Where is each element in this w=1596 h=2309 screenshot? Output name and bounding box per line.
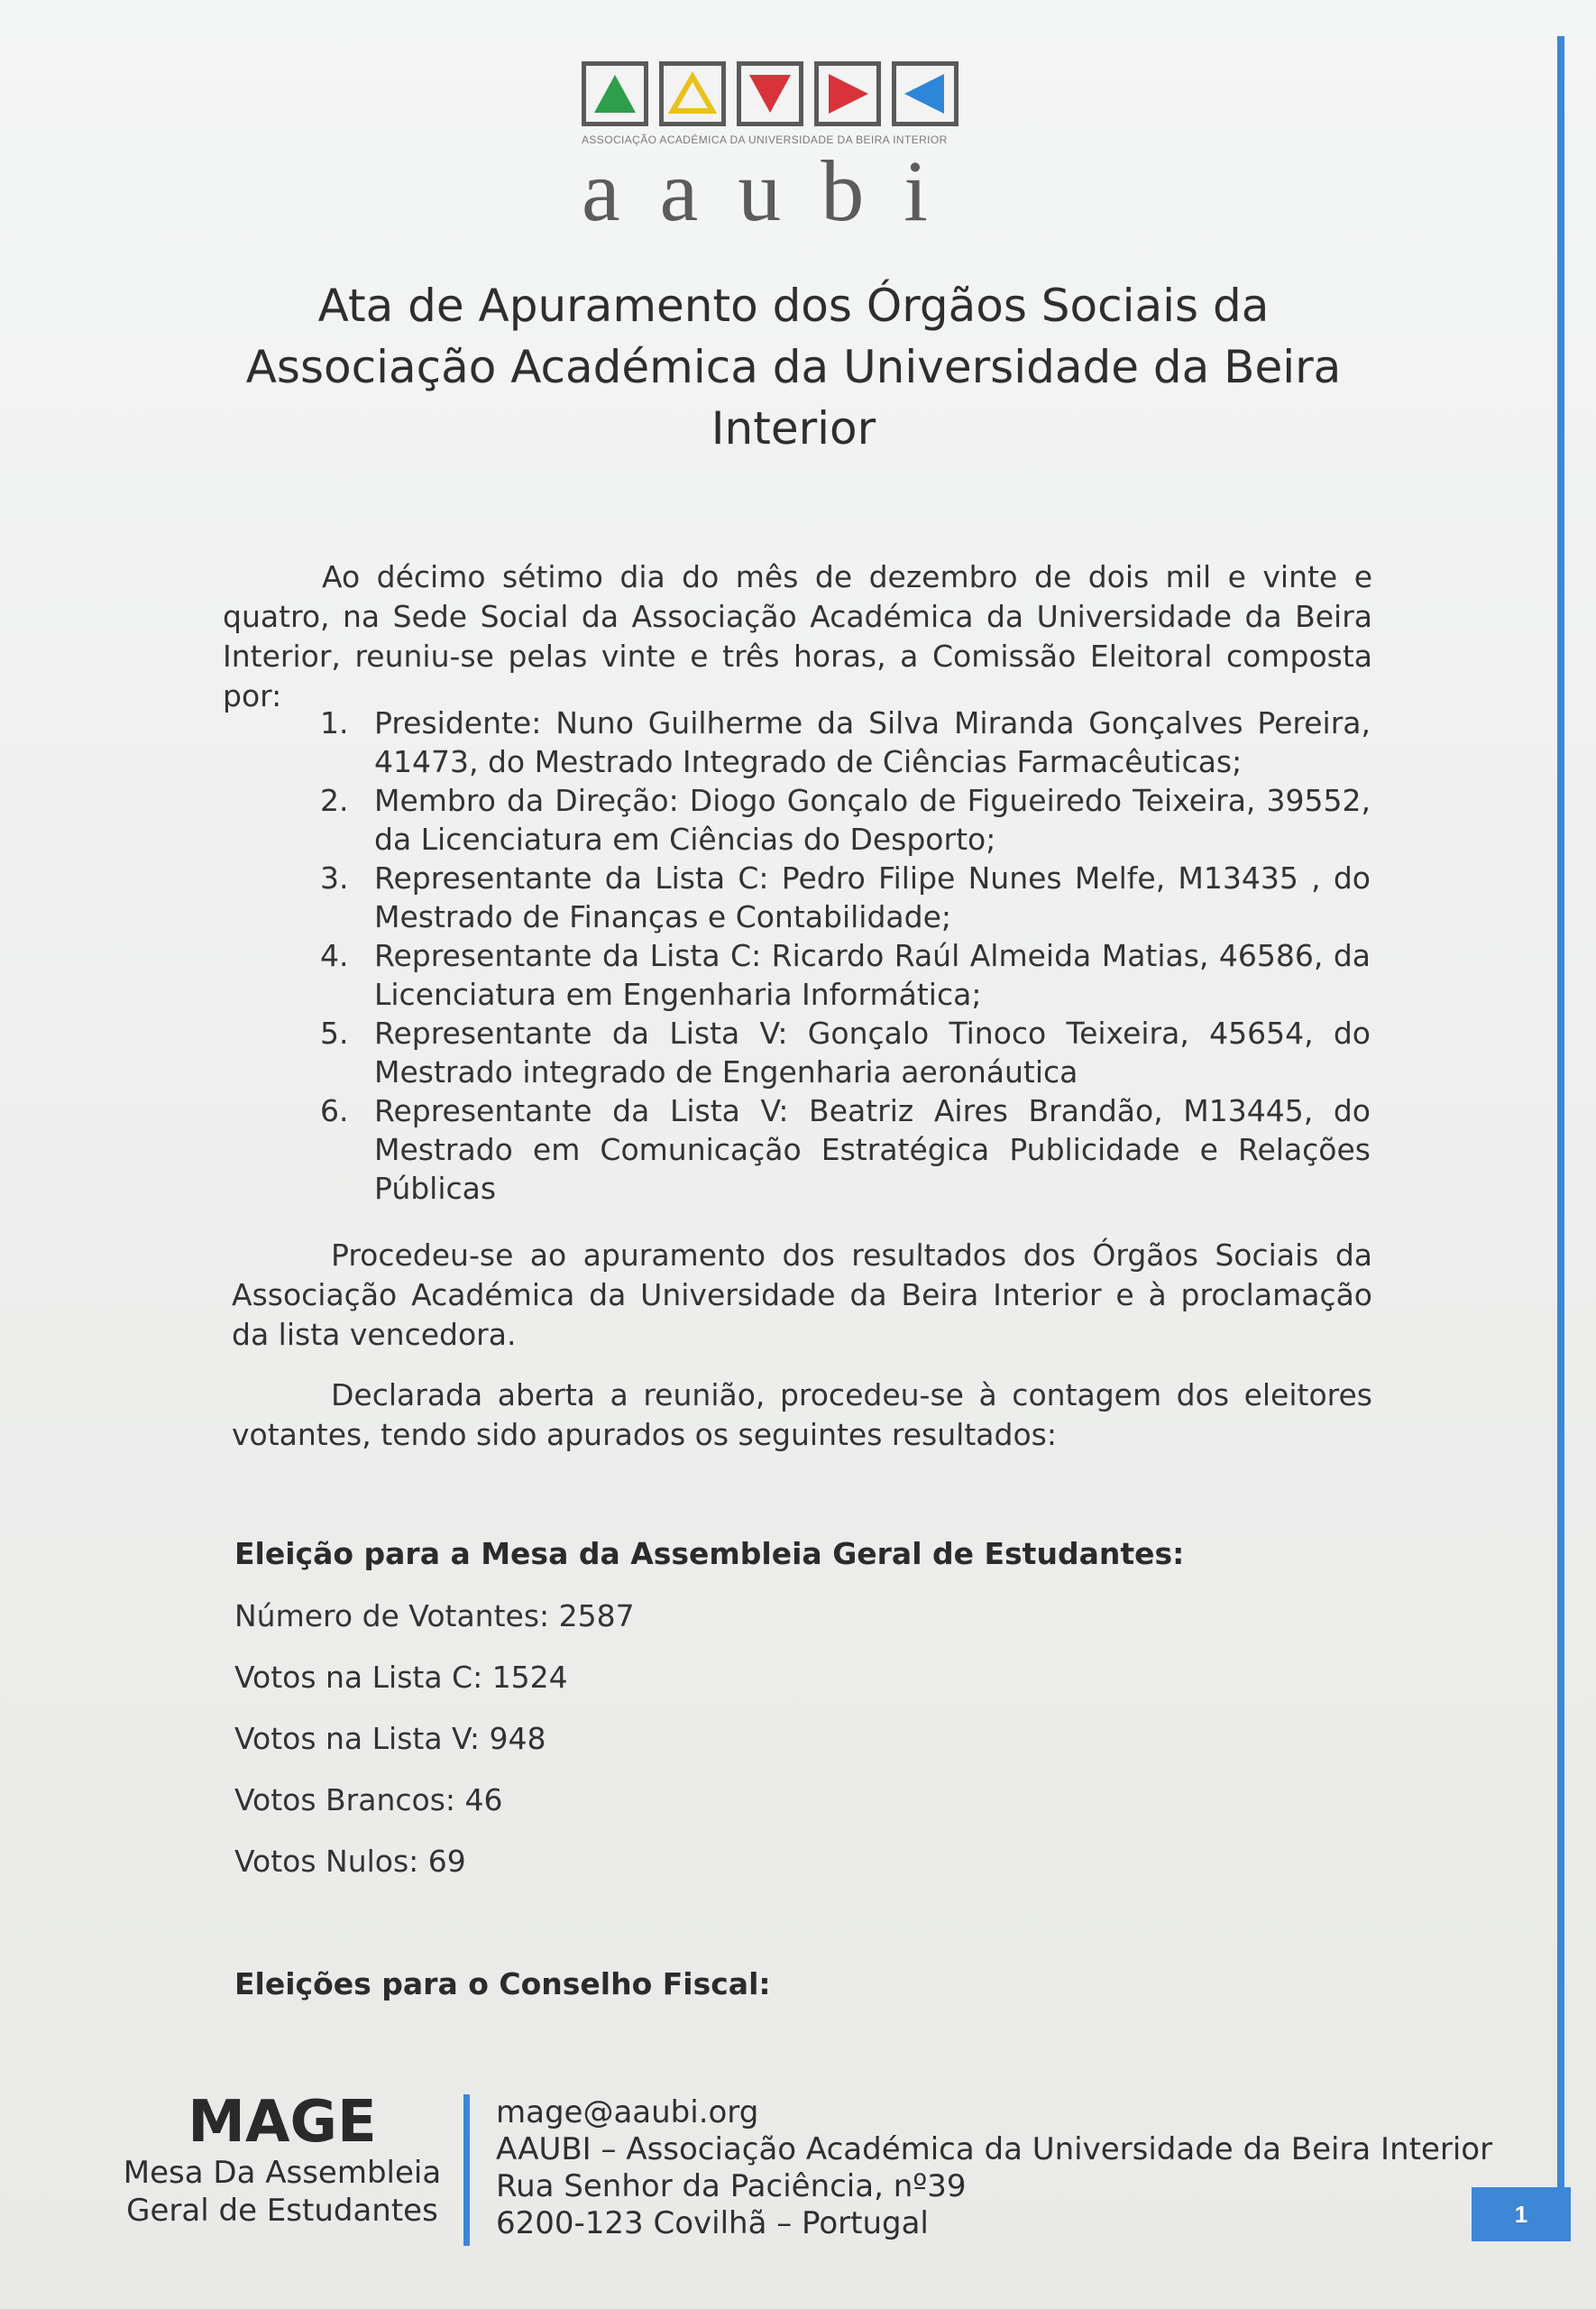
- footer-email[interactable]: mage@aaubi.org: [496, 2094, 759, 2130]
- yellow-triangle-icon: [659, 61, 726, 126]
- red-triangle-down-icon: [737, 61, 803, 126]
- result-list-c: Votos na Lista C: 1524: [234, 1660, 568, 1695]
- footer-brand-block: [115, 2091, 449, 2230]
- section-heading-conselho: Eleições para o Conselho Fiscal:: [234, 1966, 771, 2001]
- logo-wordmark: aaubi: [582, 143, 968, 239]
- result-list-v: Votos na Lista V: 948: [234, 1721, 546, 1756]
- list-item: 4. Representante da Lista C: Ricardo Raúl Almeida Matias, 46586, da Licenciatura em Engenharia Informática;: [320, 938, 1371, 1012]
- document-title: Ata de Apuramento dos Órgãos Sociais da Associação Académica da Universidade da Beira Interior: [245, 280, 1342, 455]
- accent-sidebar-line: [1557, 36, 1564, 2237]
- blue-triangle-left-icon: [892, 61, 959, 126]
- list-item: 1. Presidente: Nuno Guilherme da Silva Miranda Gonçalves Pereira, 41473, do Mestrado Integrado de Ciências Farmacêuticas;: [320, 705, 1371, 779]
- logo-subtitle: ASSOCIAÇÃO ACADÉMICA DA UNIVERSIDADE DA BEIRA INTERIOR: [582, 133, 948, 146]
- list-item: 2. Membro da Direção: Diogo Gonçalo de Figueiredo Teixeira, 39552, da Licenciatura em Ciências do Desporto;: [320, 783, 1371, 857]
- result-blank: Votos Brancos: 46: [234, 1782, 503, 1817]
- red-triangle-right-icon: [814, 61, 881, 126]
- list-item: 5. Representante da Lista V: Gonçalo Tinoco Teixeira, 45654, do Mestrado integrado de Engenharia aeronáutica: [320, 1016, 1371, 1090]
- result-voters: Número de Votantes: 2587: [234, 1598, 635, 1633]
- footer-org-line1: Mesa Da Assembleia: [123, 2155, 442, 2192]
- footer-contact: [496, 2094, 1533, 2242]
- list-item: 3. Representante da Lista C: Pedro Filipe Nunes Melfe, M13435 , do Mestrado de Finanças e Contabilidade;: [320, 860, 1371, 934]
- footer-brand: MAGE: [188, 2089, 377, 2156]
- footer-org-line2: Geral de Estudantes: [126, 2193, 438, 2230]
- logo-triangles: [582, 61, 996, 126]
- aaubi-logo: [582, 61, 996, 239]
- green-triangle-icon: [582, 61, 648, 126]
- section-heading-mesa: Eleição para a Mesa da Assembleia Geral de Estudantes:: [234, 1536, 1185, 1571]
- footer-address-line1: AAUBI – Associação Académica da Universidade da Beira Interior: [496, 2131, 1493, 2167]
- results-paragraph: Procedeu-se ao apuramento dos resultados dos Órgãos Sociais da Associação Académica da Universidade da Beira Interior e à proclamação da lista vencedora.: [232, 1237, 1372, 1352]
- footer-divider: [463, 2094, 470, 2246]
- page-number-badge: 1: [1472, 2187, 1571, 2241]
- result-null: Votos Nulos: 69: [234, 1844, 466, 1879]
- footer-address-line3: 6200-123 Covilhã – Portugal: [496, 2205, 929, 2241]
- footer-address-line2: Rua Senhor da Paciência, nº39: [496, 2168, 967, 2204]
- list-item: 6. Representante da Lista V: Beatriz Aires Brandão, M13445, do Mestrado em Comunicação Estratégica Publicidade e Relações Públicas: [320, 1093, 1371, 1206]
- commission-members-list: [320, 704, 1371, 1208]
- intro-paragraph: Ao décimo sétimo dia do mês de dezembro de dois mil e vinte e quatro, na Sede Social da Associação Académica da Universidade da Beira Interior, reuniu-se pelas vinte e três horas, a Comissão Eleitoral composta por:: [223, 559, 1372, 713]
- count-paragraph: Declarada aberta a reunião, procedeu-se à contagem dos eleitores votantes, tendo sido apurados os seguintes resultados:: [232, 1377, 1372, 1452]
